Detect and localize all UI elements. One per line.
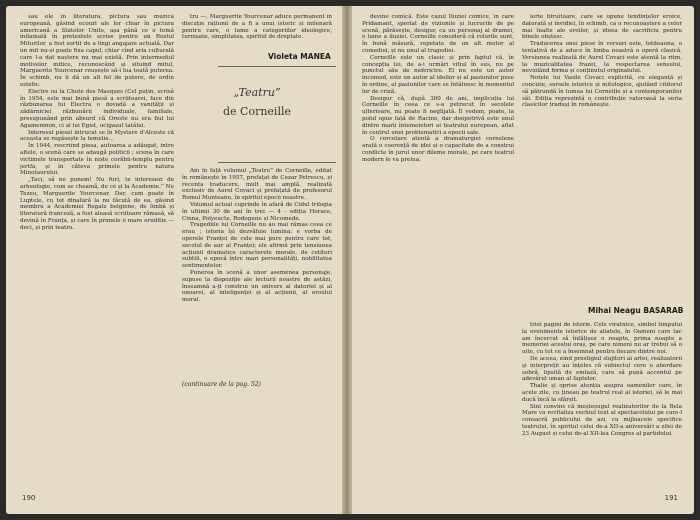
paragraph: De aceea, eind prestigiul slujitori ai artei, realizatorii și interpreții au înțeles că subiectul cere o abordare sobră, lipsită de emfază, care să pună accentul pe adevărul uman al faptelor. xyxy=(522,355,682,383)
article-title xyxy=(182,68,332,160)
right-column-1 xyxy=(362,14,514,484)
left-column-1 xyxy=(20,14,174,492)
right-page xyxy=(352,6,694,514)
paragraph: Desigur că, după 300 de ani, implicația lui Corneille în ceea ce s-a petrecut în secolele ulterioare, nu poate fi neglijată. Îl vedem, poate, la polul opus față de Racine, dar deopotrivă este unul dintre marii întemeietori ai teatrului european, aflat în centrul unei problematici a epocii sale. xyxy=(362,95,514,136)
magazine-spread xyxy=(6,6,694,514)
paragraph: „Taci, să ne punem! Nu furi, te interesezi de arheologie, cum se cheamă, de ce și la Academie.” Nu Tezeu, Marguerite Yourcenar. Dar, cum poate în Luptele, cu tot dinafară la nu făcută de ea, găsind membru a Academiei Regale belgiene, de limbă și literatură franceză, a fost aleasă scriitoare rămasă, să devină în Franța, și care în primele o mare eruditie — deci, și prin teatru. xyxy=(20,177,174,231)
article-title-line-2: de Corneille xyxy=(222,105,291,118)
paragraph: Interesul piesei intrucat se în Mystere d'Alceste că aceasta se regăsește la temelie... xyxy=(20,129,174,143)
paragraph: Volumul actual cuprinde în afară de Cidul trilogia în ultimii 30 de ani în trei — 4 - ediția Horace, Cinna, Polyeucte, Rodogune și Nicomede. xyxy=(182,201,332,222)
left-page xyxy=(6,6,344,514)
paragraph: sau ele în literatura, pictura sau muzica europeană, găsind ecouri ale lor chiar în pictura americană a Statelor Unite, așa până ce o temă inflamată în pretextele scrise pentru un Rostul Miturilor, a fost sortit de a lingi angajare actuală. Dar un mit nu-și poate fixa capul, chiar cînd aria culturală care l-a dat naștere nu mai există. Prin intermediul motivelor mitice, recunoscând și situind mitul, Marguerite Yourcenar reușește să-i lua toată puterea. În schimb, nu îi dă un alt fel de putere, de ordin estetic. xyxy=(20,14,174,88)
paragraph: O cercetare atentă a dramaturgiei cornelene arată o coerență de idei și o capacitate de a construi conflicte în jurul unor dileme morale, pe care teatrul modern le va prelua. xyxy=(362,136,514,163)
paragraph: devine comică. Este cazul Iluziei comice, în care Pridamant, speriat de viziunile și lucrurile de pe scenă, părăsește, desigur, ca un personaj al dramei, o lume a iluziei. Corneille consideră că rolurile sunt, în bună măsură, repetate de un alt motor al comediei, și nu unul al tragediei. xyxy=(362,14,514,54)
author-signature: Mihai Neagu BASARAB xyxy=(588,306,684,315)
paragraph: Am în față volumul „Teatru” de Corneille, editat în românește în 1957, prefațat de Cezar Petrescu, și recenta traducere, mult mai amplă, realizată exclusiv de Aurel Covaci și prefațată de profesorul Romul Munteanu, în spiritul epocii noastre. xyxy=(182,168,332,202)
paragraph: Electre ou la Chute des Masques (Cel puțin, scrisă în 1954, este mai bună piesă a scriitoarei, face din răzbunarea lui Electra o dovadă a vanității și zădărniciei răzbunării individuale, familiale, presupunând prin absurd că Oreste nu era fiul lui Agamemnon, ci al lui Egist, ucigașul tatălui. xyxy=(20,88,174,129)
paragraph: ierte biruitoare, care se opune tendințelor eroice, datorată și invidiei, în schimb, ca o recunoaștere a celor mai înalte ale eroilor, și ideea de sacrificiu pentru binele obștesc. xyxy=(522,14,682,41)
paragraph: triei pagini de istorie. Cele viratnice, simbol timpului la evenimente istorice de aliatele, în Oameni care tac am încercat să înfățișez o noapte, prima noapte a memoriei acestui oraș, pe care nimeni nu ar trebui să o uite, cu tot ce a însemnat pentru fiecare dintre noi. xyxy=(522,322,682,356)
divider xyxy=(218,162,336,163)
paragraph: Corneille este un clasic și prin faptul că, în concepția lui, de a-i urmări vitiul în sus, nu pe punctul său de nefericire. El nu este un autor incomod, este un autor al ideilor și al pasiunilor puse în ordine, al pasiunilor care se întâlnesc în momentul lor de criză. xyxy=(362,54,514,95)
paragraph: Sini convins că meșteșugul realizatorilor de la Bela Mare va revitaliza vechiul text al spectacolului pe care-l consacră publicului de azi, cu mijloacele specifice teatrului, în spiritul celei de-a XII-a aniversări a zilei de 23 August și celui de-al XII-lea Congres al partidului. xyxy=(522,403,682,437)
page-number: 191 xyxy=(664,494,678,502)
right-column-2-bottom xyxy=(522,322,682,488)
paragraph: Notele lui Vasile Covaci explicită, cu eleganță și concizie, sursele istorice și mitologice, ajutând cititorul să pătrundă în lumea lui Corneille și a contemporanilor săi. Ediția reprezintă o contribuție valoroasă la seria clasicilor traduși în românește. xyxy=(522,75,682,109)
continued-note: (continuare de la pag. 52) xyxy=(182,381,261,388)
paragraph: Punerea în scenă a unor asemenea personaje, supuse la dispoziție ale lecturii noastre de astăzi, înseamnă a-ți construi un univers al datoriei și al onoarei, al inteligenței și al acțiunii, al eroului moral. xyxy=(182,269,332,304)
article-title-line-1: „Teatru” xyxy=(233,86,281,99)
author-signature: Violeta MANEA xyxy=(268,52,331,61)
paragraph: În 1944, rescriind piesa, autoarea a adăugat, intre altele, o scenă care se adaugă politicii ; scena în care victimele transportate în niște corăbii-templu pentru jertfa, și în câteva primele pentru natura Minotaurului. xyxy=(20,143,174,177)
left-column-2 xyxy=(182,168,332,376)
paragraph: Tragediile lui Corneille nu au mai rămas ceea ce erau ; istoria își dezvăluie lumina; e vorba de operele Franței de cele mai pure pentru care tot, secolul de aur al Franței; ele afirmă prin tensiunea acțiunii dramatice caracterele morale, de cetitori subtili, o epocă între mari personalități, nobilitatea sentimentelor. xyxy=(182,222,332,270)
paragraph: tru —, Marguerite Yourcenar aduce permanent în discuție rațiunii de a fi a unui istoric și milenară pentru care, o lume a categoriilor ideologice, turnișate, simplitatea, spiritul de dreptate. xyxy=(182,14,332,41)
paragraph: Thalie și oprise atenția asupra oamenilor care, în acele zile, cu țineau pe teatrul real al istoriei, să le mai ducă încă la sfârșit. xyxy=(522,383,682,403)
left-column-2-top xyxy=(182,14,332,50)
paragraph: Traducerea unei piese în versuri este, totdeauna, o tentativă de a aduce în limba noastră o operă clasică. Versiunea realizată de Aurel Covaci este atentă la ritm, la muzicalitatea frazei, la respectarea sensului, neviolând forma și conținutul originalului. xyxy=(522,41,682,75)
right-column-2 xyxy=(522,14,682,302)
divider xyxy=(218,66,336,67)
page-number: 190 xyxy=(22,494,36,502)
